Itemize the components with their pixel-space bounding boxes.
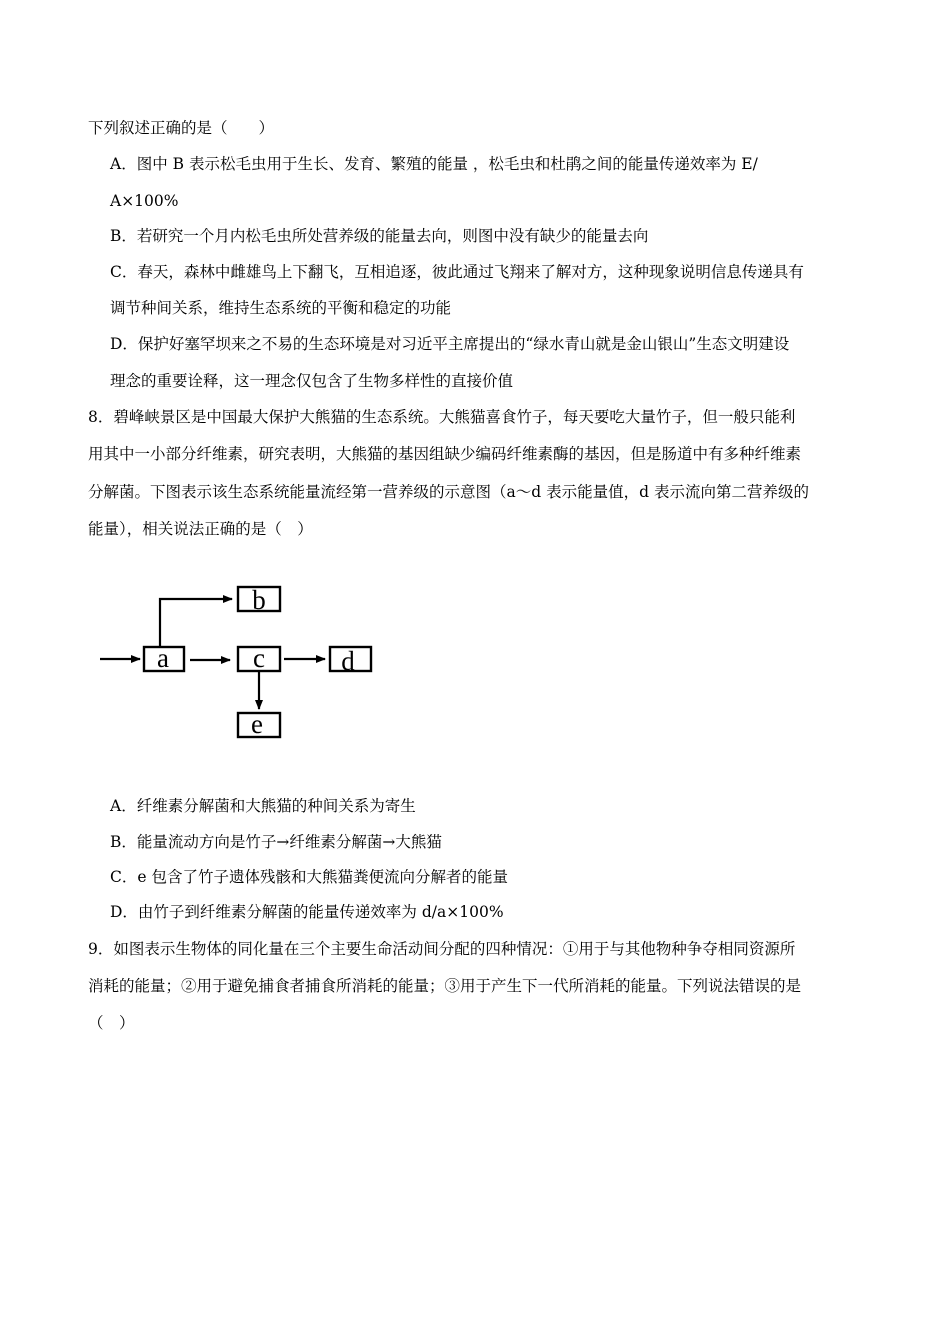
q8-option-a: A．纤维素分解菌和大熊猫的种间关系为寄生	[110, 797, 416, 815]
q9-stem-line3: （ ）	[88, 1014, 135, 1032]
q7-option-d-line1: D．保护好塞罕坝来之不易的生态环境是对习近平主席提出的“绿水青山就是金山银山”生态文明建设	[110, 335, 790, 353]
box-d-label: d	[341, 646, 355, 676]
box-a	[144, 643, 184, 673]
q9-stem-line2: 消耗的能量；②用于避免捕食者捕食所消耗的能量；③用于产生下一代所消耗的能量。下列说法错误的是	[88, 977, 802, 995]
q7-option-a-line1: A．图中 B 表示松毛虫用于生长、发育、繁殖的能量 ，松毛虫和杜鹃之间的能量传递效率为 E/	[110, 155, 758, 173]
arrow-a-to-b	[160, 599, 232, 647]
q7-option-d-line2: 理念的重要诠释，这一理念仅包含了生物多样性的直接价值	[110, 372, 514, 390]
box-c	[238, 643, 280, 673]
q7-stem: 下列叙述正确的是（ ）	[88, 119, 275, 137]
q8-stem-line1: 8．碧峰峡景区是中国最大保护大熊猫的生态系统。大熊猫喜食竹子，每天要吃大量竹子，但一般只能利	[88, 408, 796, 426]
box-c-label: c	[253, 643, 265, 673]
box-d	[330, 646, 371, 676]
q9-stem-line1: 9．如图表示生物体的同化量在三个主要生命活动间分配的四种情况：①用于与其他物种争夺相同资源所	[88, 940, 796, 958]
box-e	[238, 709, 280, 739]
q8-stem-line4: 能量），相关说法正确的是（ ）	[88, 520, 313, 538]
q8-option-d: D．由竹子到纤维素分解菌的能量传递效率为 d/a×100%	[110, 903, 504, 921]
q7-option-a-line2: A×100%	[110, 192, 179, 210]
q8-option-c: C．e 包含了竹子遗体残骸和大熊猫粪便流向分解者的能量	[110, 868, 508, 886]
q7-option-c-line1: C．春天，森林中雌雄鸟上下翻飞，互相追逐，彼此通过飞翔来了解对方，这种现象说明信息传递具有	[110, 263, 804, 281]
q7-option-c-line2: 调节种间关系，维持生态系统的平衡和稳定的功能	[110, 299, 452, 317]
q8-option-b: B．能量流动方向是竹子→纤维素分解菌→大熊猫	[110, 833, 442, 851]
box-b	[238, 585, 280, 615]
q8-stem-line2: 用其中一小部分纤维素，研究表明，大熊猫的基因组缺少编码纤维素酶的基因，但是肠道中有多种纤维素	[88, 445, 802, 463]
q8-stem-line3: 分解菌。下图表示该生态系统能量流经第一营养级的示意图（a～d 表示能量值，d 表示流向第二营养级的	[88, 483, 809, 501]
q7-option-b: B．若研究一个月内松毛虫所处营养级的能量去向，则图中没有缺少的能量去向	[110, 227, 649, 245]
box-b-label: b	[252, 585, 266, 615]
energy-flow-diagram	[96, 580, 386, 750]
box-a-label: a	[157, 643, 169, 673]
box-e-label: e	[251, 709, 263, 739]
